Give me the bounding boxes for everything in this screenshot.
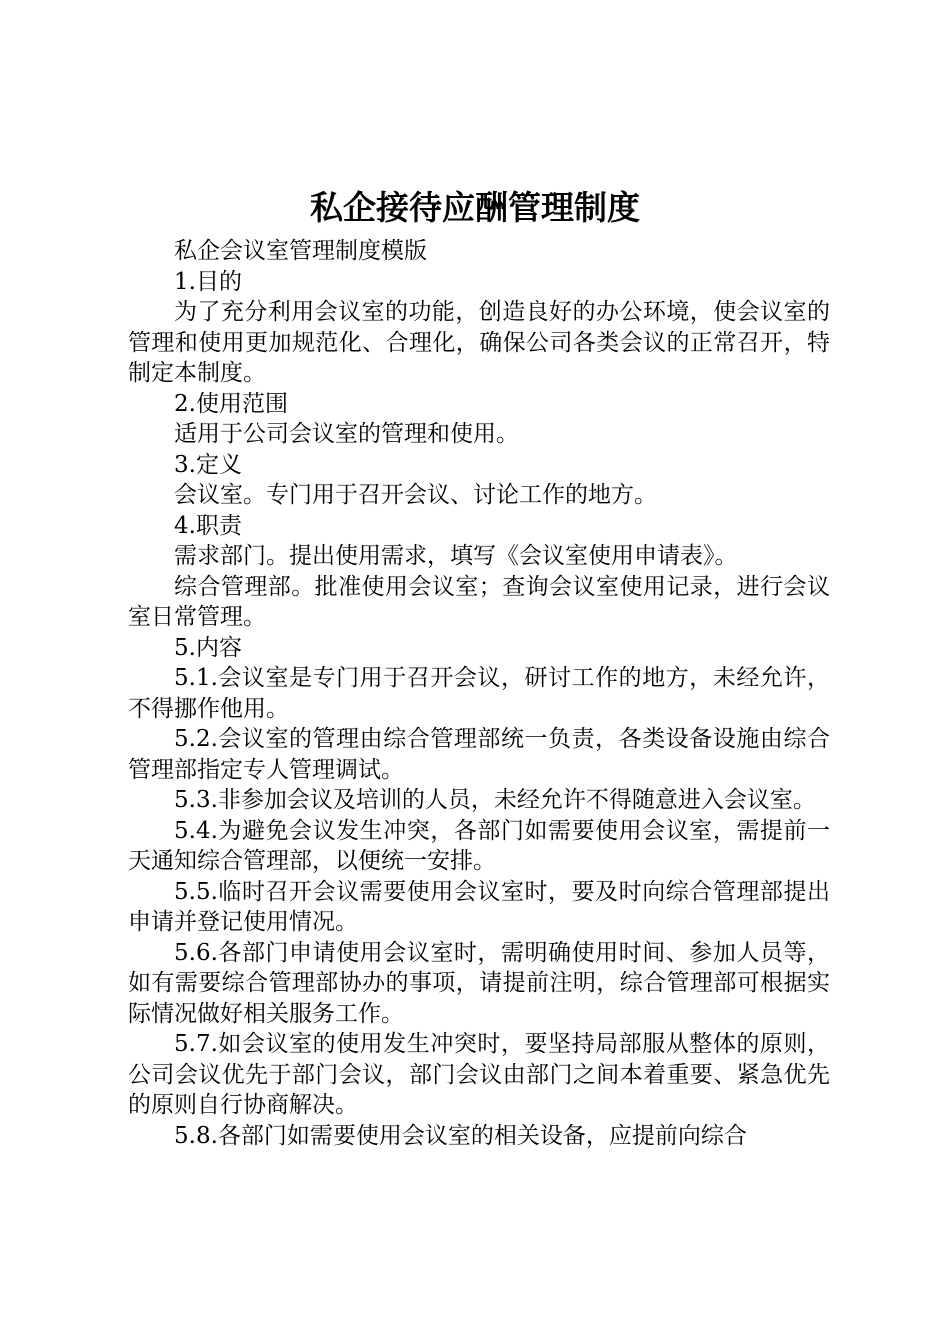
paragraph-heading-content: 5.内容 bbox=[174, 634, 242, 661]
paragraph-heading-duties: 4.职责 bbox=[174, 512, 242, 539]
paragraph-scope: 适用于公司会议室的管理和使用。 bbox=[174, 421, 519, 447]
paragraph-content-5-8: 5.8.各部门如需要使用会议室的相关设备，应提前向综合 bbox=[174, 1122, 747, 1149]
paragraph-duty-admin: 综合管理部。批准使用会议室；查询会议室使用记录，进行会议室日常管理。 bbox=[128, 573, 830, 630]
paragraph-content-5-1: 5.1.会议室是专门用于召开会议，研讨工作的地方，未经允许，不得挪作他用。 bbox=[128, 665, 830, 722]
document-body bbox=[128, 236, 830, 1151]
paragraph-heading-definition: 3.定义 bbox=[174, 451, 242, 478]
paragraph-content-5-7: 5.7.如会议室的使用发生冲突时，要坚持局部服从整体的原则，公司会议优先于部门会议，部门会议由部门之间本着重要、紧急优先的原则自行协商解决。 bbox=[128, 1031, 830, 1118]
paragraph-heading-scope: 2.使用范围 bbox=[174, 390, 288, 417]
paragraph-definition: 会议室。专门用于召开会议、讨论工作的地方。 bbox=[174, 482, 657, 508]
paragraph-content-5-6: 5.6.各部门申请使用会议室时，需明确使用时间、参加人员等，如有需要综合管理部协办的事项，请提前注明，综合管理部可根据实际情况做好相关服务工作。 bbox=[128, 939, 830, 1027]
paragraph-content-5-4: 5.4.为避免会议发生冲突，各部门如需要使用会议室，需提前一天通知综合管理部，以便统一安排。 bbox=[128, 817, 830, 874]
paragraph-content-5-5: 5.5.临时召开会议需要使用会议室时，要及时向综合管理部提出申请并登记使用情况。 bbox=[128, 878, 830, 935]
paragraph-content-5-2: 5.2.会议室的管理由综合管理部统一负责，各类设备设施由综合管理部指定专人管理调试。 bbox=[128, 726, 830, 783]
paragraph-content-5-3: 5.3.非参加会议及培训的人员，未经允许不得随意进入会议室。 bbox=[174, 787, 816, 813]
paragraph-purpose: 为了充分利用会议室的功能，创造良好的办公环境，使会议室的管理和使用更加规范化、合理化，确保公司各类会议的正常召开，特制定本制度。 bbox=[128, 299, 830, 386]
paragraph-subtitle: 私企会议室管理制度模版 bbox=[174, 238, 427, 264]
paragraph-duty-requester: 需求部门。提出使用需求，填写《会议室使用申请表》。 bbox=[174, 543, 738, 569]
document-title: 私企接待应酬管理制度 bbox=[310, 188, 640, 227]
paragraph-heading-purpose: 1.目的 bbox=[174, 268, 242, 295]
